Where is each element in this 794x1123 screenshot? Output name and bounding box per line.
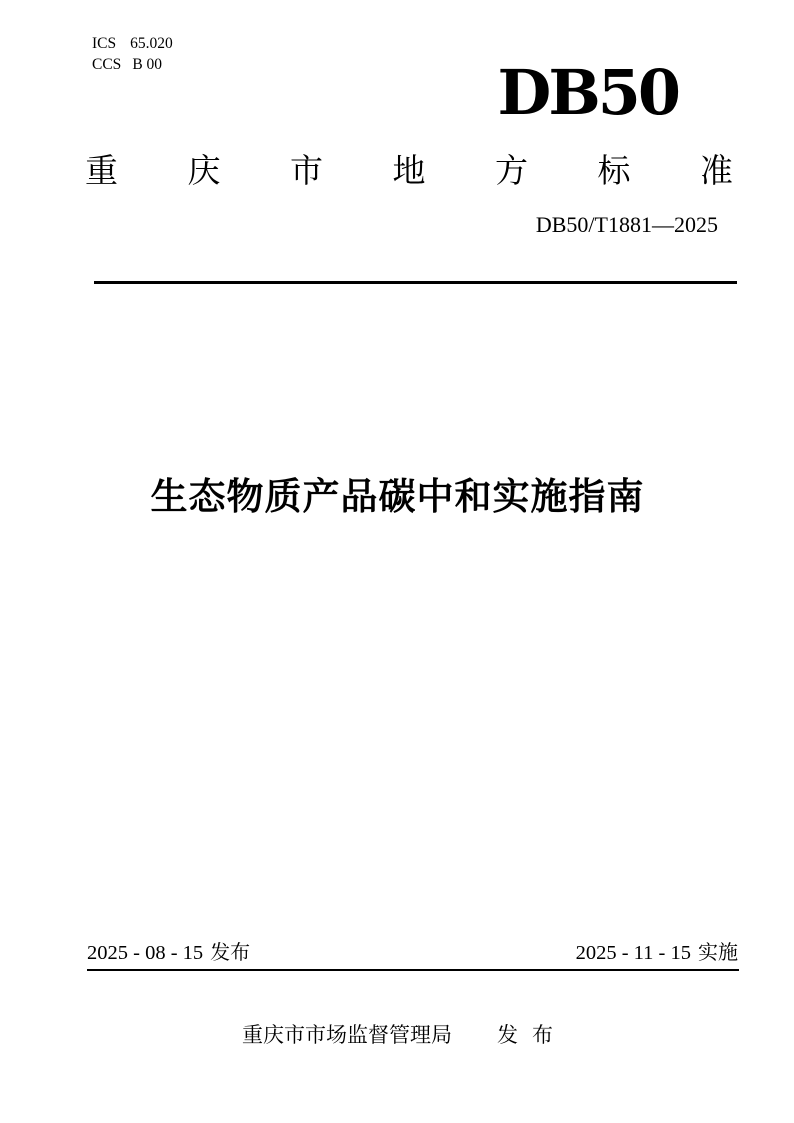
publisher-name: 重庆市市场监督管理局	[242, 1024, 452, 1047]
char: 标	[597, 152, 631, 189]
standard-type-heading	[85, 151, 733, 191]
issue-date-group	[87, 940, 250, 966]
issue-label: 发布	[210, 942, 251, 964]
implement-label: 实施	[698, 942, 738, 964]
classification-codes	[92, 33, 173, 75]
ics-code-row	[92, 33, 173, 54]
implement-date: 2025 - 11 - 15	[575, 942, 691, 964]
ccs-value: B 00	[132, 56, 163, 73]
ccs-label: CCS	[92, 56, 122, 73]
footer-divider-line	[87, 969, 739, 971]
char: 地	[392, 152, 426, 189]
db50-logo: DB50	[497, 56, 678, 129]
char: 发	[497, 1024, 518, 1047]
char: 市	[290, 152, 323, 189]
char: 准	[700, 152, 733, 189]
issue-date: 2025 - 08 - 15	[87, 942, 204, 964]
char: 方	[495, 152, 528, 189]
ics-value: 65.020	[130, 35, 173, 52]
ccs-code-row	[92, 54, 173, 75]
char: 布	[532, 1024, 553, 1047]
header-divider-line	[94, 281, 737, 284]
standard-code: DB50/T1881—2025	[535, 212, 718, 237]
publisher-row	[75, 1023, 720, 1049]
publisher-action	[497, 1023, 553, 1049]
char: 庆	[187, 152, 221, 189]
char: 重	[85, 152, 118, 189]
ics-label: ICS	[92, 35, 117, 52]
dates-row	[87, 940, 738, 966]
document-title: 生态物质产品碳中和实施指南	[150, 476, 645, 517]
implement-date-group	[576, 940, 738, 966]
